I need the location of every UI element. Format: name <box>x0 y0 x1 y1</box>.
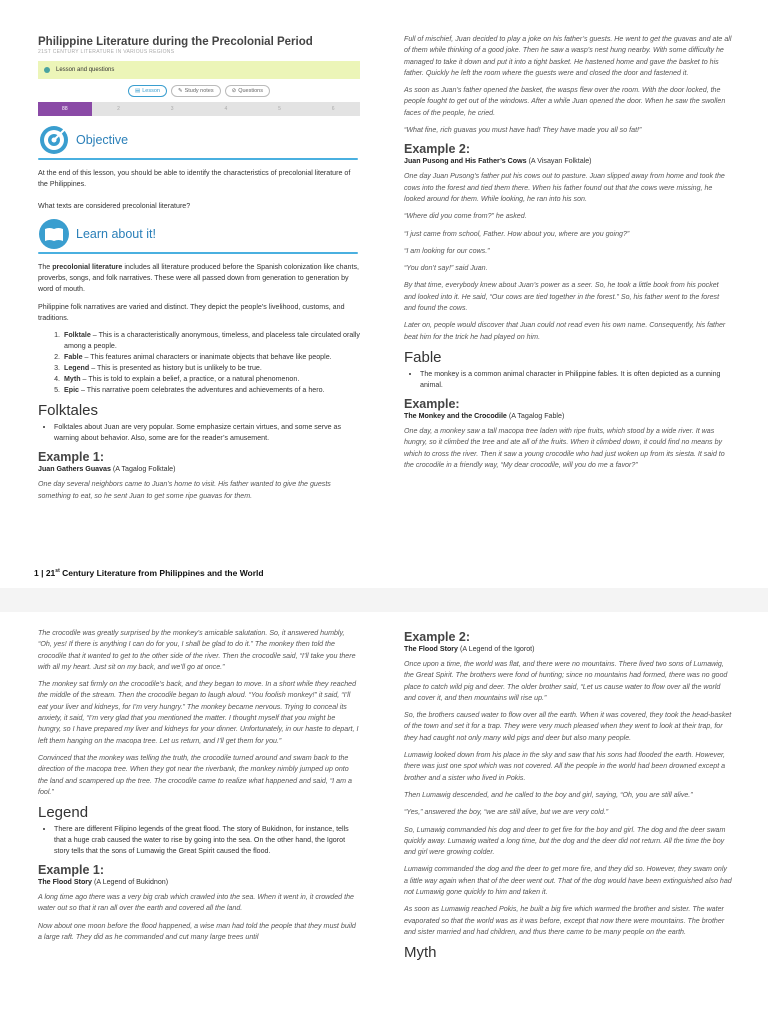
example1-paragraph: One day several neighbors came to Juan’s home to visit. His father wanted to give the guests something to eat, so he sent Juan to get some ripe guavas for them. <box>38 480 331 500</box>
fable-list <box>404 369 732 391</box>
list-item <box>62 385 360 396</box>
type-term: Epic <box>64 386 79 395</box>
example1-note: (A Tagalog Folktale) <box>110 465 176 474</box>
footer-text: Century Literature from Philippines and the World <box>59 568 264 578</box>
story-paragraph: Then Lumawig descended, and he called to the boy and girl, saying, “Oh, you are still alive.” <box>404 790 693 799</box>
tab-questions[interactable] <box>225 85 270 97</box>
story-paragraph: The monkey sat firmly on the crocodile’s back, and they began to move. In a short while they reached the middle of the stream. Then the crocodile began to laugh aloud. “You foolish monkey!” it said, “I’ll eat your liver and kidneys, for I’m very hungry.” The monkey became nervous. Trying to conceal its anxiety, it said, “I’m very glad that you mentioned the matter. I thought myself that you might be hungry, so I have prepared my liver and kidneys for your dinner. Unfortunately, in our haste to depart, I left them hanging on the macopa tree. Let us return, and I’ll get them for you.” <box>38 680 359 745</box>
objective-header <box>38 124 360 156</box>
legend-example1-title-text: The Flood Story <box>38 878 92 887</box>
story-paragraph: “I just came from school, Father. How about you, where are you going?” <box>404 229 630 238</box>
book-icon: ▤ <box>135 88 141 94</box>
tab-lesson-label: Lesson <box>142 88 160 94</box>
type-term: Fable <box>64 353 83 362</box>
story-paragraph: Lumawig commanded the dog and the deer to get more fire, and they did so. However, they swam only a little way again when that of the deer went out. That of the dog would have been extinguished also had not Lumawig gone quickly to him and taken it. <box>404 865 732 897</box>
footer-sup: st <box>55 568 60 575</box>
folktales-heading: Folktales <box>38 402 99 420</box>
story-paragraph: The crocodile was greatly surprised by the monkey’s amicable salutation. So, it answered humbly, “Oh, yes! If there is anything I can do for you, I shall be glad to do it.” The monkey then told the crocodile that it wanted to get to the other side of the river. Then the crocodile said, “I’ll take you there with all my heart. Just sit on my back, and we’ll go at once.” <box>38 629 356 671</box>
step-4[interactable]: 4 <box>224 106 228 112</box>
list-item <box>62 330 360 352</box>
pencil-icon: ✎ <box>177 88 183 94</box>
step-2[interactable]: 2 <box>117 106 120 112</box>
legend-example2-heading: Example 2: <box>404 630 471 644</box>
type-desc: – This is a characteristically anonymous, timeless, and placeless tale circulated orally among a people. <box>64 331 360 351</box>
step-bar <box>38 102 360 116</box>
lesson-question: What texts are considered precolonial literature? <box>38 201 191 210</box>
type-desc: – This is presented as history but is unlikely to be true. <box>89 364 262 373</box>
legend-example2-title-text: The Flood Story <box>404 645 458 653</box>
lesson-bar <box>38 61 360 79</box>
story-paragraph: “Yes,” answered the boy, “we are still alive, but we are very cold.” <box>404 808 609 817</box>
example2-heading: Example 2: <box>404 142 471 157</box>
fable-example-note: (A Tagalog Fable) <box>506 411 565 420</box>
example2-note: (A Visayan Folktale) <box>526 157 592 166</box>
tab-study-notes[interactable] <box>171 85 221 97</box>
lesson-bar-label: Lesson and questions <box>56 67 115 73</box>
step-5[interactable]: 5 <box>278 106 281 112</box>
type-desc: – This narrative poem celebrates the adventures and achievements of a hero. <box>78 386 325 395</box>
story-paragraph: As soon as Lumawig reached Pokis, he built a big fire which warmed the brother and sister. The water evaporated so that the world was as it was before, except that now there were mountains. The brother and sister married and had children, and thus there came to be many people on the earth. <box>404 905 725 936</box>
intro-bold: precolonial literature <box>52 262 123 271</box>
fable-example-title <box>404 412 732 420</box>
type-term: Legend <box>64 364 90 373</box>
example2-title <box>404 157 732 165</box>
page1-left-column <box>38 0 360 508</box>
question-icon: ⊘ <box>231 88 237 94</box>
open-book-icon <box>38 218 70 250</box>
tab-study-notes-label: Study notes <box>184 88 214 94</box>
narratives-paragraph: Philippine folk narratives are varied and distinct. They depict the people’s livelihood, customs, and traditions. <box>38 302 345 323</box>
story-paragraph: A long time ago there was a very big crab which crawled into the sea. When it went in, it crowded the water out so that it ran all over the earth and covered all the land. <box>38 893 354 913</box>
step-3[interactable]: 3 <box>170 106 174 112</box>
type-term: Myth <box>64 375 81 384</box>
intro-pre: The <box>38 262 53 271</box>
story-paragraph: Full of mischief, Juan decided to play a joke on his father’s guests. He went to get the guavas and ate all of them while thinking of a good joke. Then he saw a wasp’s nest hung nearby. With some difficulty he managed to take it down and put it into a tight basket. He hastened home and gave the basket to his father. Quickly he left the room where the guests were and closed the door and fastened it. <box>404 35 732 77</box>
lesson-dot-icon <box>44 67 50 73</box>
example2-title-text: Juan Pusong and His Father’s Cows <box>404 157 527 166</box>
story-paragraph: “I am looking for our cows.” <box>404 246 490 255</box>
folktales-list <box>38 422 360 444</box>
type-desc: – This features animal characters or inanimate objects that behave like people. <box>82 353 332 362</box>
story-paragraph: One day Juan Pusong’s father put his cows out to pasture. Juan slipped away from home and took the cows into the forest and tied them there. When his father found out that the cows were missing, he looked around for them. While looking, he ran into his son. <box>404 172 725 203</box>
learn-heading: Learn about it! <box>76 226 156 241</box>
learn-header <box>38 218 360 250</box>
story-paragraph: Once upon a time, the world was flat, and there were no mountains. There lived two sons of Lumawig, the Great Spirit. The brothers were fond of hunting; since no mountains had formed, there was no good place to catch wild pig and deer. The older brother said, “Let us cause water to flow over all the world and cover it, and then mountains will rise up.” <box>404 660 728 702</box>
example1-title-text: Juan Gathers Guavas <box>38 465 111 474</box>
type-term: Folktale <box>64 331 91 340</box>
story-paragraph: Convinced that the monkey was telling the truth, the crocodile turned around and swam back to the direction of the macopa tree. When they got near the riverbank, the monkey nimbly jumped up onto the land and scampered up the tree. The crocodile came to realize what happened and said, “I am a fool.” <box>38 753 352 796</box>
lesson-tabs <box>38 85 360 97</box>
story-paragraph: So, the brothers caused water to flow over all the earth. When it was covered, they took the head-basket of the town and set it for a trap. They were very much pleased when they went to look at their trap, for they had caught not only many wild pigs and deer but also many people. <box>404 711 732 742</box>
intro-post: includes all literature produced before the Spanish colonization like chants, proverbs, songs, and folk narratives. These were all passed down from generation to generation by word of mouth. <box>38 262 359 294</box>
page-2 <box>0 612 768 1024</box>
list-item <box>62 352 360 363</box>
story-paragraph: “You don’t say!” said Juan. <box>404 264 488 273</box>
story-paragraph: One day, a monkey saw a tall macopa tree laden with ripe fruits, which stood by a wide river. It was hungry, so it climbed the tree and ate all of the fruits. When it climbed down, it could find no means by which to cross the river. Then it saw a young crocodile who had just woken up from its siesta. It said to the crocodile in a friendly way, “My dear crocodile, will you do me a favor?” <box>404 426 725 469</box>
target-icon <box>38 124 70 156</box>
myth-heading: Myth <box>404 944 437 962</box>
fable-example-heading: Example: <box>404 396 460 411</box>
list-item: • The monkey is a common animal character in Philippine fables. It is often depicted as a cunning animal. <box>420 369 732 391</box>
lesson-subtitle: 21ST CENTURY LITERATURE IN VARIOUS REGIONS <box>38 49 175 55</box>
story-paragraph: “Where did you come from?” he asked. <box>404 212 527 221</box>
objective-text: At the end of this lesson, you should be able to identify the characteristics of precolonial literature of the Philippines. <box>38 169 351 189</box>
page2-right-column <box>404 626 732 964</box>
list-item <box>62 363 360 374</box>
objective-heading: Objective <box>76 133 129 147</box>
legend-example1-heading: Example 1: <box>38 863 105 878</box>
example1-heading: Example 1: <box>38 450 105 465</box>
legend-example1-note: (A Legend of Bukidnon) <box>92 878 169 887</box>
story-paragraph: Lumawig looked down from his place in the sky and saw that his sons had flooded the earth. However, there was just one spot which was not covered. All the people in the world had been drowned except a brother and a sister who lived in Pokis. <box>404 751 726 782</box>
story-paragraph: Later on, people would discover that Juan could not read even his own name. Consequently, his father beat him for the trick he had played on him. <box>404 321 726 341</box>
lesson-title: Philippine Literature during the Precolonial Period <box>38 36 313 48</box>
type-desc: – This is told to explain a belief, a practice, or a natural phenomenon. <box>80 375 300 384</box>
story-paragraph: Now about one moon before the flood happened, a wise man had told the people that they must build a large raft. They did as he commanded and cut many large trees until <box>38 921 356 942</box>
tab-questions-label: Questions <box>238 88 263 94</box>
legend-heading: Legend <box>38 804 89 822</box>
story-paragraph: As soon as Juan’s father opened the basket, the wasps flew over the room. With the door locked, the people fought to get out of the windows. After a while Juan opened the door. When he saw the swollen faces of the people, he cried. <box>404 86 726 117</box>
fable-example-title-text: The Monkey and the Crocodile <box>404 411 507 420</box>
tab-lesson[interactable] <box>128 85 167 97</box>
narrative-types-list <box>38 330 360 396</box>
page-footer <box>34 568 264 578</box>
list-item: • Folktales about Juan are very popular. Some emphasize certain virtues, and some serve as warning about behavior. Also, some are for the reader’s amusement. <box>54 422 360 444</box>
page-gap <box>0 588 768 612</box>
fable-heading: Fable <box>404 348 442 366</box>
list-item <box>62 374 360 385</box>
example1-title <box>38 465 360 473</box>
list-item: • There are different Filipino legends of the great flood. The story of Bukidnon, for instance, tells that a huge crab caused the water to rise by going into the sea. On the other hand, the Igorot story tells that the sons of Lumawig the Great Spirit caused the flood. <box>54 824 360 857</box>
story-paragraph: “What fine, rich guavas you must have had! They have made you all so fat!” <box>404 126 642 135</box>
page1-right-column <box>404 34 732 477</box>
story-paragraph: By that time, everybody knew about Juan’s power as a seer. So, he took a little book from his pocket and looked into it. He said, “Our cows are tied together in the forest.” So, his father went to the forest and found the cows. <box>404 281 720 313</box>
story-paragraph: So, Lumawig commanded his dog and deer to get fire for the boy and girl. The dog and the deer swam quickly away. Lumawig waited a long time, but the dog and the deer did not return. All the time the boy and girl were growing colder. <box>404 825 726 857</box>
legend-example2-note: (A Legend of the Igorot) <box>458 645 535 653</box>
legend-example2-title <box>404 645 732 653</box>
legend-example1-title <box>38 878 360 886</box>
objective-underline <box>38 158 358 160</box>
page2-left-column <box>38 628 360 949</box>
learn-underline <box>38 252 358 254</box>
step-1[interactable]: 88 <box>38 102 92 116</box>
legend-list <box>38 824 360 857</box>
intro-paragraph <box>38 262 360 296</box>
step-6[interactable]: 6 <box>331 106 335 112</box>
footer-number: 1 | 21 <box>34 568 56 578</box>
